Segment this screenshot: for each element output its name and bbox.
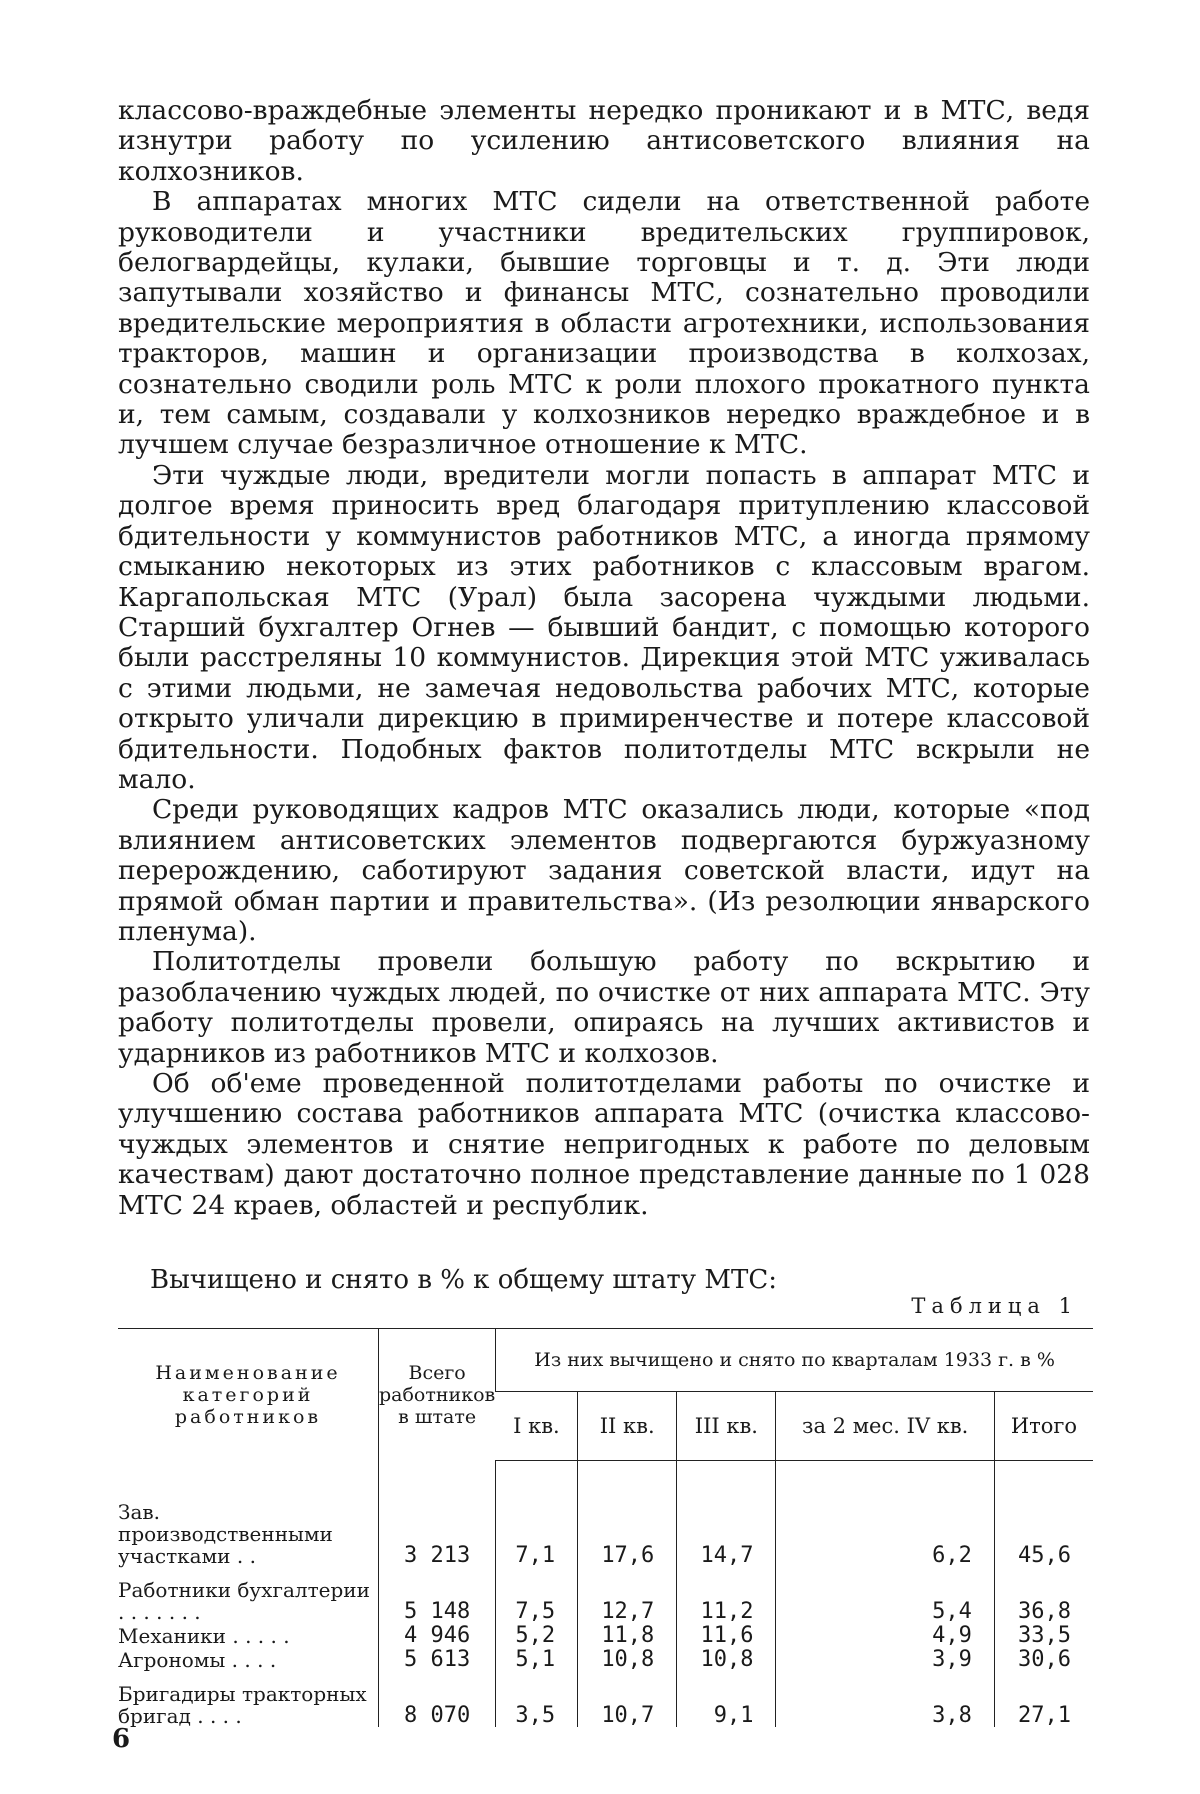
row-q3: 11,2 [677, 1567, 776, 1623]
header-q2: II кв. [578, 1392, 677, 1461]
row-staff: 8 070 [379, 1671, 496, 1727]
row-total: 33,5 [994, 1623, 1093, 1647]
page-number: 6 [112, 1724, 131, 1754]
row-q2: 12,7 [578, 1567, 677, 1623]
table-caption: Вычищено и снято в % к общему штату МТС: [150, 1265, 777, 1295]
row-staff: 5 148 [379, 1567, 496, 1623]
row-q3: 10,8 [677, 1647, 776, 1671]
row-q1: 7,1 [496, 1501, 578, 1567]
header-q3: III кв. [677, 1392, 776, 1461]
row-q4: 3,9 [776, 1647, 994, 1671]
row-total: 27,1 [994, 1671, 1093, 1727]
row-q3: 14,7 [677, 1501, 776, 1567]
row-q3: 11,6 [677, 1623, 776, 1647]
row-q4: 6,2 [776, 1501, 994, 1567]
body-text [118, 96, 1090, 1221]
row-q1: 5,1 [496, 1647, 578, 1671]
header-total: Итого [994, 1392, 1093, 1461]
row-staff: 3 213 [379, 1501, 496, 1567]
row-q1: 3,5 [496, 1671, 578, 1727]
row-total: 36,8 [994, 1567, 1093, 1623]
row-q2: 10,7 [578, 1671, 677, 1727]
table-row [118, 1501, 1093, 1567]
table-row [118, 1647, 1093, 1671]
header-q1: I кв. [496, 1392, 578, 1461]
row-q4: 5,4 [776, 1567, 994, 1623]
paragraph-continuation: классово-враждебные элементы нередко проникают и в МТС, ведя изнутри работу по усилению антисоветского влияния на колхозников. [118, 95, 1090, 187]
row-name: Бригадиры тракторных бригад . . . . [118, 1682, 367, 1728]
row-q2: 11,8 [578, 1623, 677, 1647]
header-q4: за 2 мес. IV кв. [776, 1392, 994, 1461]
paragraph: В аппаратах многих МТС сидели на ответственной работе руководители и участники вредительских группировок, белогвардейцы, кулаки, бывшие торговцы и т. д. Эти люди запутывали хозяйство и финансы МТС, сознательно проводили вредительские мероприятия в области агротехники, использования тракторов, машин и организации производства в колхозах, сознательно сводили роль МТС к роли плохого прокатного пункта и, тем самым, создавали у колхозников нередко враждебное и в лучшем случае безразличное отношение к МТС. [118, 186, 1090, 461]
paragraph: Среди руководящих кадров МТС оказались люди, которые «под влиянием антисоветских элементов подвергаются буржуазному перерождению, саботируют задания советской власти, идут на прямой обман партии и правительства». (Из резолюции январского пленума). [118, 794, 1090, 947]
row-name: Зав. производственными участками . . [118, 1500, 333, 1568]
row-name: Агрономы . . . . [118, 1648, 277, 1672]
header-total-staff: Всего работников в штате [379, 1329, 496, 1461]
paragraph: Политотделы провели большую работу по вскрытию и разоблачению чуждых людей, по очистке от них аппарата МТС. Эту работу политотделы провели, опираясь на лучших активистов и ударников из работников МТС и колхозов. [118, 946, 1090, 1069]
paragraph: Об об'еме проведенной политотделами работы по очистке и улучшению состава работников аппарата МТС (очистка классово-чуждых элементов и снятие непригодных к работе по деловым качествам) дают достаточно полное представление данные по 1 028 МТС 24 краев, областей и республик. [118, 1068, 1090, 1221]
row-q1: 7,5 [496, 1567, 578, 1623]
row-q1: 5,2 [496, 1623, 578, 1647]
row-staff: 5 613 [379, 1647, 496, 1671]
table-row [118, 1567, 1093, 1623]
row-q4: 4,9 [776, 1623, 994, 1647]
row-q2: 10,8 [578, 1647, 677, 1671]
row-q4: 3,8 [776, 1671, 994, 1727]
table-row [118, 1671, 1093, 1727]
row-total: 30,6 [994, 1647, 1093, 1671]
data-table [118, 1328, 1093, 1727]
table-row [118, 1623, 1093, 1647]
row-q2: 17,6 [578, 1501, 677, 1567]
row-name: Механики . . . . . [118, 1624, 290, 1648]
row-total: 45,6 [994, 1501, 1093, 1567]
header-quarters-span: Из них вычищено и снято по кварталам 1933 г. в % [496, 1329, 1093, 1392]
header-category: Наименование категорий работников [118, 1329, 379, 1461]
table-label: Таблица 1 [911, 1294, 1078, 1318]
row-q3: 9,1 [677, 1671, 776, 1727]
paragraph: Эти чуждые люди, вредители могли попасть в аппарат МТС и долгое время приносить вред благодаря притуплению классовой бдительности у коммунистов работников МТС, а иногда прямому смыканию некоторых из этих работников с классовым врагом. Каргапольская МТС (Урал) была засорена чуждыми людьми. Старший бухгалтер Огнев — бывший бандит, с помощью которого были расстреляны 10 коммунистов. Дирекция этой МТС уживалась с этими людьми, не замечая недовольства рабочих МТС, которые открыто уличали дирекцию в примиренчестве и потере классовой бдительности. Подобных фактов политотделы МТС вскрыли не мало. [118, 459, 1090, 795]
row-name: Работники бухгалтерии . . . . . . . [118, 1578, 370, 1624]
row-staff: 4 946 [379, 1623, 496, 1647]
